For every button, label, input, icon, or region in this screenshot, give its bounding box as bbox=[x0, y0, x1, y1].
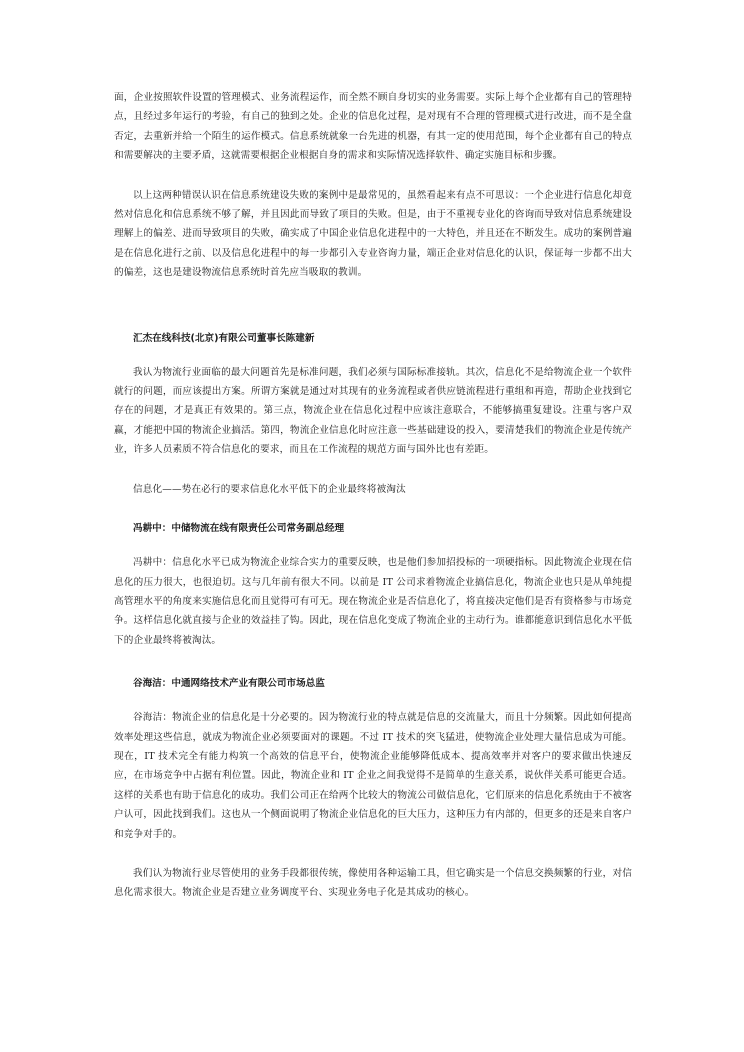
paragraph-6: 谷海洁：物流企业的信息化是十分必要的。因为物流行业的特点就是信息的交流量大，而且十分频繁。因此如何提高效率处理这些信息，就成为物流企业必须要面对的课题。不过 IT 技术的突飞猛进，使物流企业处理大量信息成为可能。现在，IT 技术完全有能力构筑一个高效的信息平台，使物流企业能够降低成本、提高效率并对客户的要求做出快速反应，在市场竞争中占据有利位置。因此，物流企业和 IT 企业之间我觉得不是简单的生意关系，说伙伴关系可能更合适。这样的关系也有助于信息化的成功。我们公司正在给两个比较大的物流公司做信息化，它们原来的信息化系统由于不被客户认可，因此找到我们。这也从一个侧面说明了物流企业信息化的巨大压力，这种压力有内部的，但更多的还是来自客户和竞争对手的。 bbox=[114, 712, 632, 840]
section-heading-chen-jianxin: 汇杰在线科技(北京)有限公司董事长陈建新 bbox=[133, 332, 315, 344]
paragraph-5: 冯耕中：信息化水平已成为物流企业综合实力的重要反映，也是他们参加招投标的一项硬指标。因此物流企业现在信息化的压力很大，也很迫切。这与几年前有很大不同。以前是 IT 公司求着物流企业搞信息化，物流企业也只是从单纯提高管理水平的角度来实施信息化而且觉得可有可无。现在物流企业是否信息化了，将直接决定他们是否有资格参与市场竞争。这样信息化就直接与企业的效益挂了钩。因此，现在信息化变成了物流企业的主动行为。谁都能意识到信息化水平低下的企业最终将被淘汰。 bbox=[114, 557, 632, 646]
paragraph-7: 我们认为物流行业尽管使用的业务手段都很传统，像使用各种运输工具，但它确实是一个信息交换频繁的行业，对信息化需求很大。物流企业是否建立业务调度平台、实现业务电子化是其成功的核心。 bbox=[114, 867, 632, 899]
paragraph-4: 信息化——势在必行的要求信息化水平低下的企业最终将被淘汰 bbox=[133, 483, 406, 495]
section-heading-feng-gengzhong: 冯耕中：中储物流在线有限责任公司常务副总经理 bbox=[133, 523, 345, 535]
document-body bbox=[114, 88, 632, 923]
paragraph-3: 我认为物流行业面临的最大问题首先是标准问题，我们必须与国际标准接轨。其次，信息化不是给物流企业一个软件就行的问题，而应该提出方案。所谓方案就是通过对其现有的业务流程或者供应链流程进行重组和再造，帮助企业找到它存在的问题，才是真正有效果的。第三点，物流企业在信息化过程中应该注意联合，不能够搞重复建设。注重与客户双赢，才能把中国的物流企业搞活。第四，物流企业信息化时应注意一些基础建设的投入，要清楚我们的物流企业是传统产业，许多人员素质不符合信息化的要求，而且在工作流程的规范方面与国外比也有差距。 bbox=[114, 366, 632, 456]
spacer bbox=[114, 303, 632, 329]
paragraph-2: 以上这两种错误认识在信息系统建设失败的案例中是最常见的，虽然看起来有点不可思议：一个企业进行信息化却竟然对信息化和信息系统不够了解，并且因此而导致了项目的失败。但是，由于不重视专业化的咨询而导致对信息系统建设理解上的偏差、进而导致项目的失败，确实成了中国企业信息化进程中的一大特色，并且还在不断发生。成功的案例普遍是在信息化进行之前、以及信息化进程中的每一步都引入专业咨询力量，端正企业对信息化的认识，保证每一步都不出大的偏差，这也是建设物流信息系统时首先应当吸取的教训。 bbox=[114, 189, 632, 279]
section-heading-gu-haijie: 谷海洁：中通网络技术产业有限公司市场总监 bbox=[133, 678, 325, 690]
paragraph-1: 面，企业按照软件设置的管理模式、业务流程运作，而全然不顾自身切实的业务需要。实际上每个企业都有自己的管理特点，且经过多年运行的考验，有自己的独到之处。企业的信息化过程，是对现有不合理的管理模式进行改进，而不是全盘否定，去重新并给一个陌生的运作模式。信息系统就象一台先进的机器，有其一定的使用范围，每个企业都有自己的特点和需要解决的主要矛盾，这就需要根据企业根据自身的需求和实际情况选择软件、确定实施目标和步骤。 bbox=[114, 92, 632, 162]
